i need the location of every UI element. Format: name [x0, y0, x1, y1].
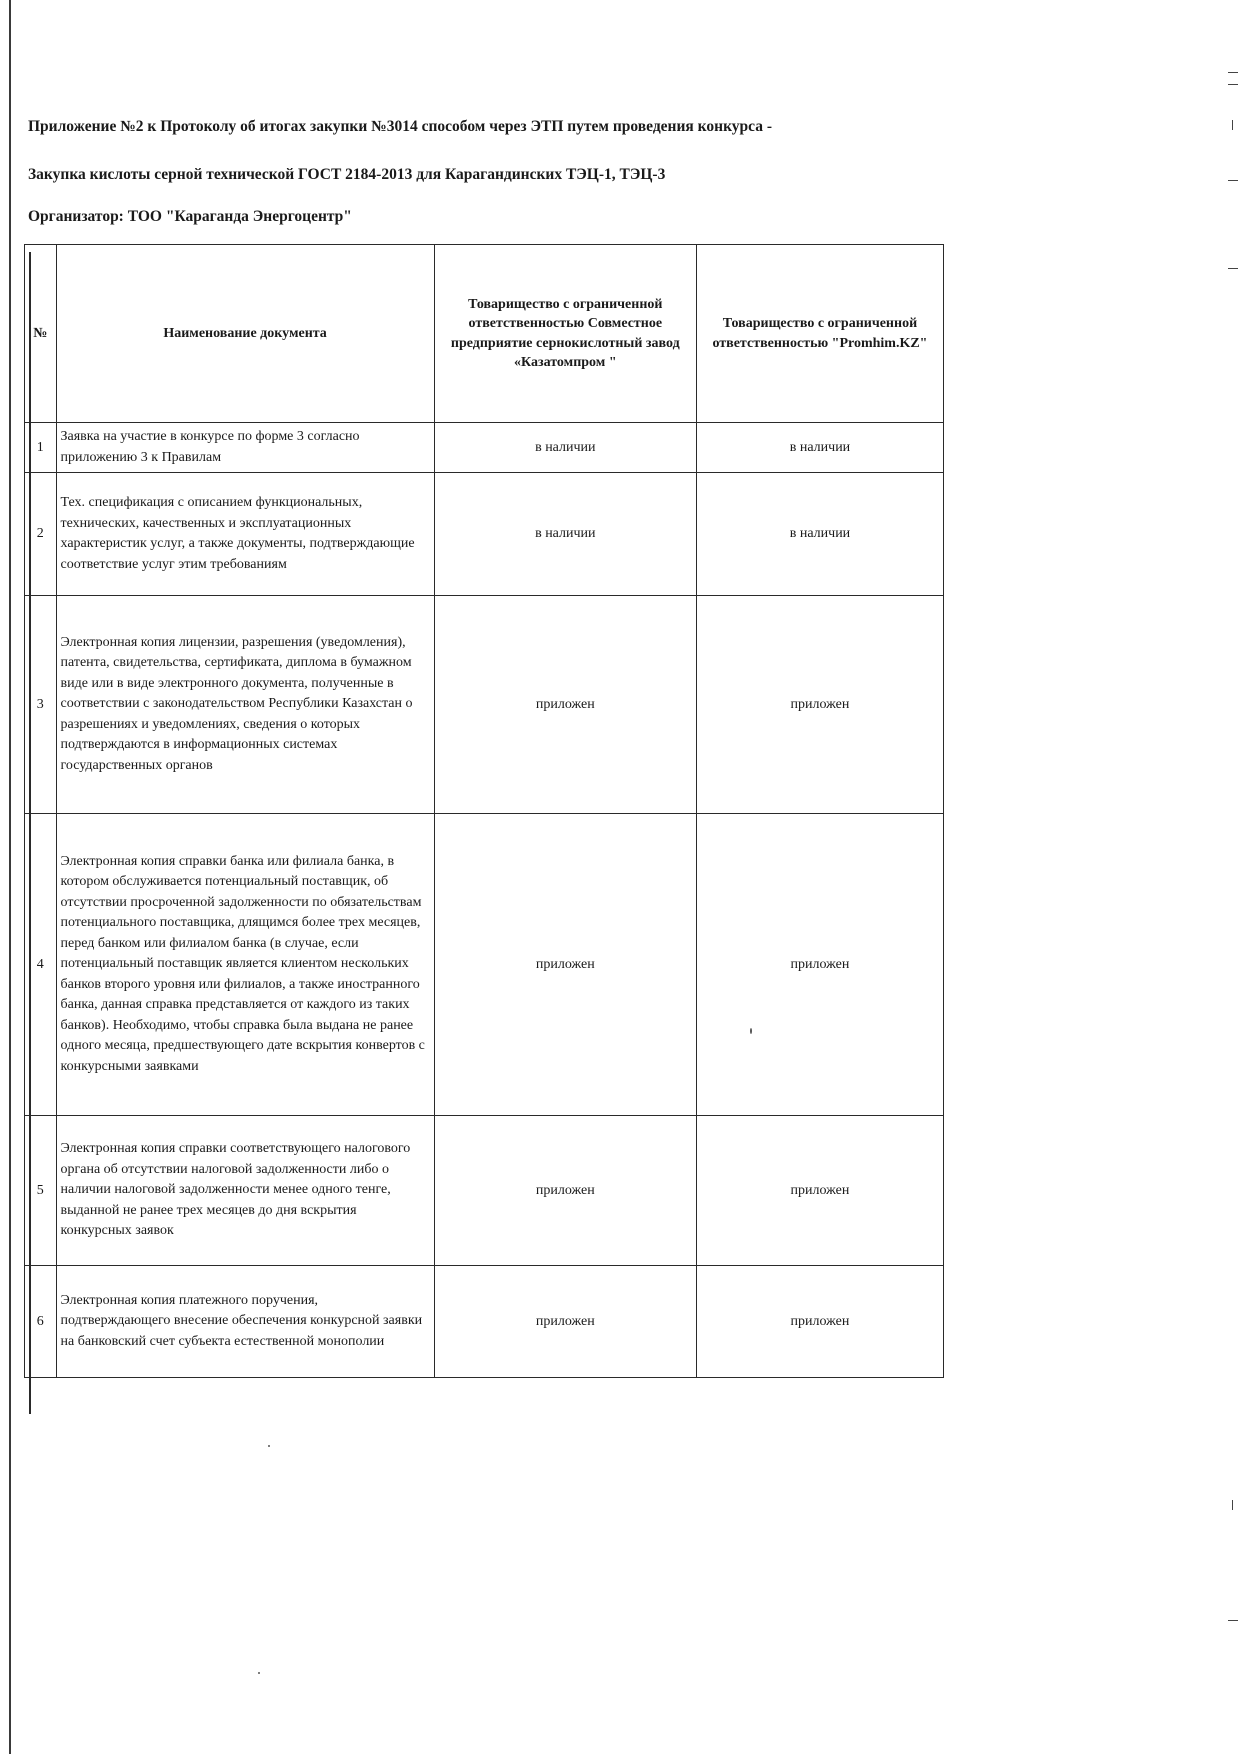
scan-speck	[268, 1445, 270, 1447]
scan-edge-mark	[1228, 72, 1238, 73]
row-document-name: Заявка на участие в конкурсе по форме 3 согласно приложению 3 к Правилам	[56, 423, 434, 473]
row-num: 4	[25, 814, 57, 1116]
row-status-company-b: в наличии	[696, 423, 943, 473]
table-row	[25, 423, 944, 473]
row-document-name: Электронная копия платежного поручения, подтверждающего внесение обеспечения конкурсной заявки на банковский счет субъекта естественной монополии	[56, 1266, 434, 1378]
table-row	[25, 473, 944, 596]
organizer-line: Организатор: ТОО "Караганда Энергоцентр"	[28, 208, 352, 225]
scan-left-edge	[9, 0, 11, 1754]
row-status-company-a: приложен	[434, 1116, 696, 1266]
scan-edge-mark	[1228, 180, 1238, 181]
document-table-container	[24, 244, 944, 1378]
scan-edge-mark	[1228, 1620, 1238, 1621]
row-status-company-b: приложен	[696, 814, 943, 1116]
row-num: 1	[25, 423, 57, 473]
header-num: №	[25, 245, 57, 423]
row-status-company-b: в наличии	[696, 473, 943, 596]
row-num: 2	[25, 473, 57, 596]
row-status-company-a: в наличии	[434, 473, 696, 596]
row-document-name: Электронная копия справки соответствующего налогового органа об отсутствии налоговой задолженности либо о наличии налоговой задолженности менее одного тенге, выданной не ранее трех месяцев до дня вскрытия конкурсных заявок	[56, 1116, 434, 1266]
header-company-a: Товарищество с ограниченной ответственностью Совместное предприятие сернокислотный завод «Казатомпром "	[434, 245, 696, 423]
row-num: 5	[25, 1116, 57, 1266]
row-status-company-a: приложен	[434, 814, 696, 1116]
table-row	[25, 1116, 944, 1266]
procurement-subject-line: Закупка кислоты серной технической ГОСТ 2184-2013 для Карагандинских ТЭЦ-1, ТЭЦ-3	[28, 166, 666, 183]
scan-edge-mark	[1232, 1500, 1233, 1510]
header-document-name: Наименование документа	[56, 245, 434, 423]
scan-edge-mark	[1228, 268, 1238, 269]
row-status-company-a: приложен	[434, 1266, 696, 1378]
row-status-company-b: приложен	[696, 1266, 943, 1378]
header-company-b: Товарищество с ограниченной ответственностью "Promhim.KZ"	[696, 245, 943, 423]
row-num: 3	[25, 596, 57, 814]
row-status-company-a: приложен	[434, 596, 696, 814]
row-status-company-b: приложен	[696, 596, 943, 814]
scan-speck	[258, 1672, 260, 1674]
row-document-name: Электронная копия справки банка или филиала банка, в котором обслуживается потенциальный поставщик, об отсутствии просроченной задолженности по обязательствам потенциального поставщика, длящимся более трех месяцев, перед банком или филиалом банка (в случае, если потенциальный поставщик является клиентом нескольких банков второго уровня или филиалов, а также иностранного банка, данная справка представляется от каждого из таких банков). Необходимо, чтобы справка была выдана не ранее одного месяца, предшествующего дате вскрытия конвертов с конкурсными заявками	[56, 814, 434, 1116]
table-header-row	[25, 245, 944, 423]
table-row	[25, 814, 944, 1116]
table-row	[25, 596, 944, 814]
row-status-company-a: в наличии	[434, 423, 696, 473]
document-title-line: Приложение №2 к Протоколу об итогах закупки №3014 способом через ЭТП путем проведения конкурса -	[28, 118, 772, 135]
row-document-name: Электронная копия лицензии, разрешения (уведомления), патента, свидетельства, сертификата, диплома в бумажном виде или в виде электронного документа, полученные в соответствии с законодательством Республики Казахстан о разрешениях и уведомлениях, сведения о которых подтверждаются в информационных системах государственных органов	[56, 596, 434, 814]
scan-edge-mark	[1232, 120, 1233, 130]
row-num: 6	[25, 1266, 57, 1378]
documents-comparison-table	[24, 244, 944, 1378]
row-document-name: Тех. спецификация с описанием функциональных, технических, качественных и эксплуатационных характеристик услуг, а также документы, подтверждающие соответствие услуг этим требованиям	[56, 473, 434, 596]
row-status-company-b: приложен	[696, 1116, 943, 1266]
table-row	[25, 1266, 944, 1378]
scan-edge-mark	[1228, 84, 1238, 85]
